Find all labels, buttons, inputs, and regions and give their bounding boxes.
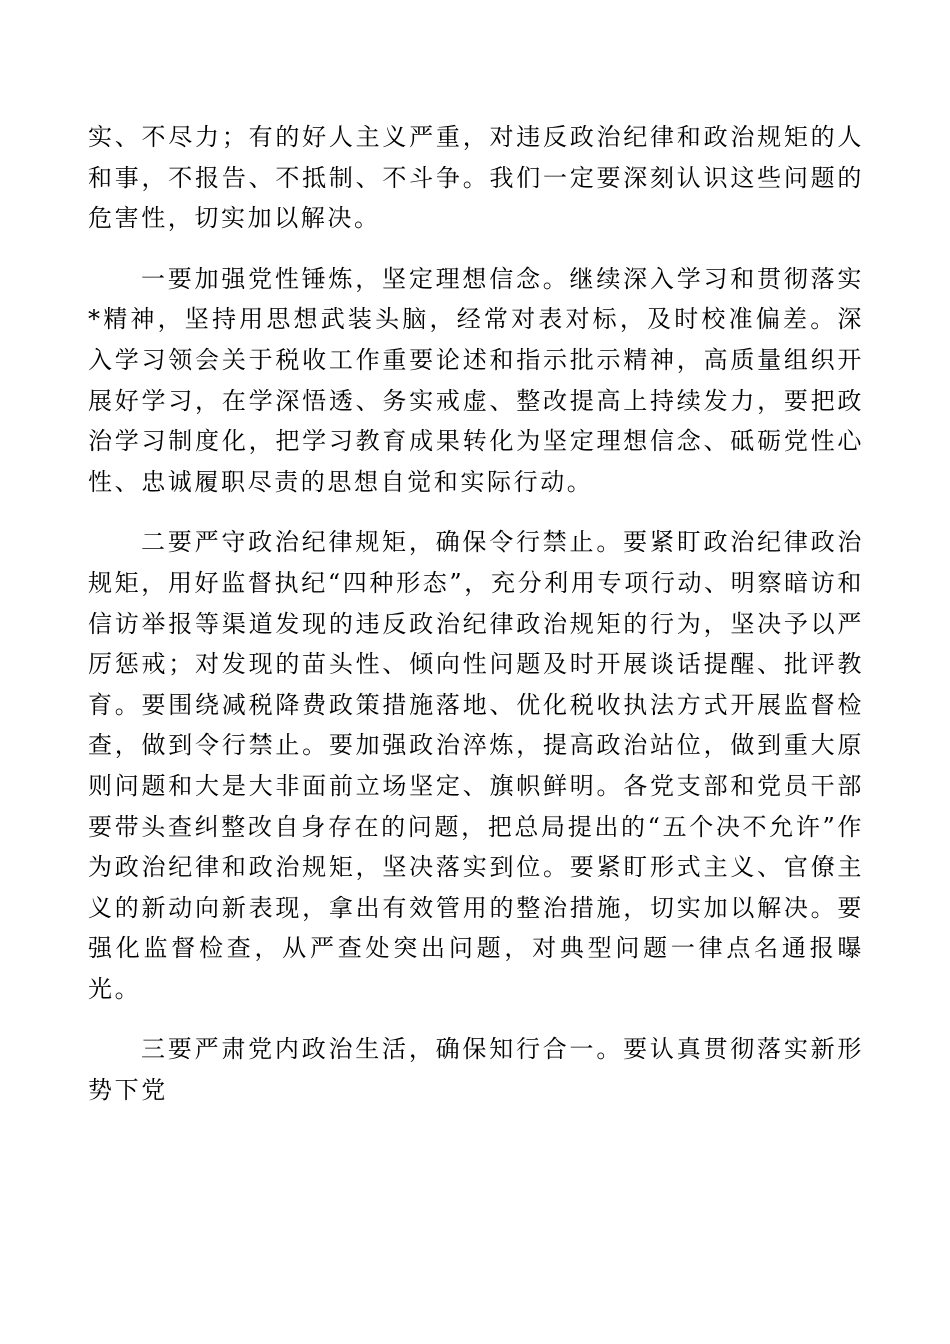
paragraph-party-spirit: 一要加强党性锤炼，坚定理想信念。继续深入学习和贯彻落实*精神，坚持用思想武装头脑，经常对表对标，及时校准偏差。深入学习领会关于税收工作重要论述和指示批示精神，高质量组织开展好学习，在学深悟透、务实戒虚、整改提高上持续发力，要把政治学习制度化，把学习教育成果转化为坚定理想信念、砥砺党性心性、忠诚履职尽责的思想自觉和实际行动。 <box>88 264 864 496</box>
paragraph-political-discipline: 二要严守政治纪律规矩，确保令行禁止。要紧盯政治纪律政治规矩，用好监督执纪“四种形态”，充分利用专项行动、明察暗访和信访举报等渠道发现的违反政治纪律政治规矩的行为，坚决予以严厉惩戒；对发现的苗头性、倾向性问题及时开展谈话提醒、批评教育。要围绕减税降费政策措施落地、优化税收执法方式开展监督检查，做到令行禁止。要加强政治淬炼，提高政治站位，做到重大原则问题和大是大非面前立场坚定、旗帜鲜明。各党支部和党员干部要带头查纠整改自身存在的问题，把总局提出的“五个决不允许”作为政治纪律和政治规矩，坚决落实到位。要紧盯形式主义、官僚主义的新动向新表现，拿出有效管用的整治措施，切实加以解决。要强化监督检查，从严查处突出问题，对典型问题一律点名通报曝光。 <box>88 528 864 1003</box>
paragraph-spacer <box>88 502 864 522</box>
document-body <box>88 117 864 1111</box>
paragraph-political-life: 三要严肃党内政治生活，确保知行合一。要认真贯彻落实新形势下党 <box>88 1035 864 1105</box>
paragraph-spacer <box>88 1009 864 1029</box>
paragraph-spacer <box>88 239 864 259</box>
paragraph-continuation: 实、不尽力；有的好人主义严重，对违反政治纪律和政治规矩的人和事，不报告、不抵制、不斗争。我们一定要深刻认识这些问题的危害性，切实加以解决。 <box>88 123 864 233</box>
